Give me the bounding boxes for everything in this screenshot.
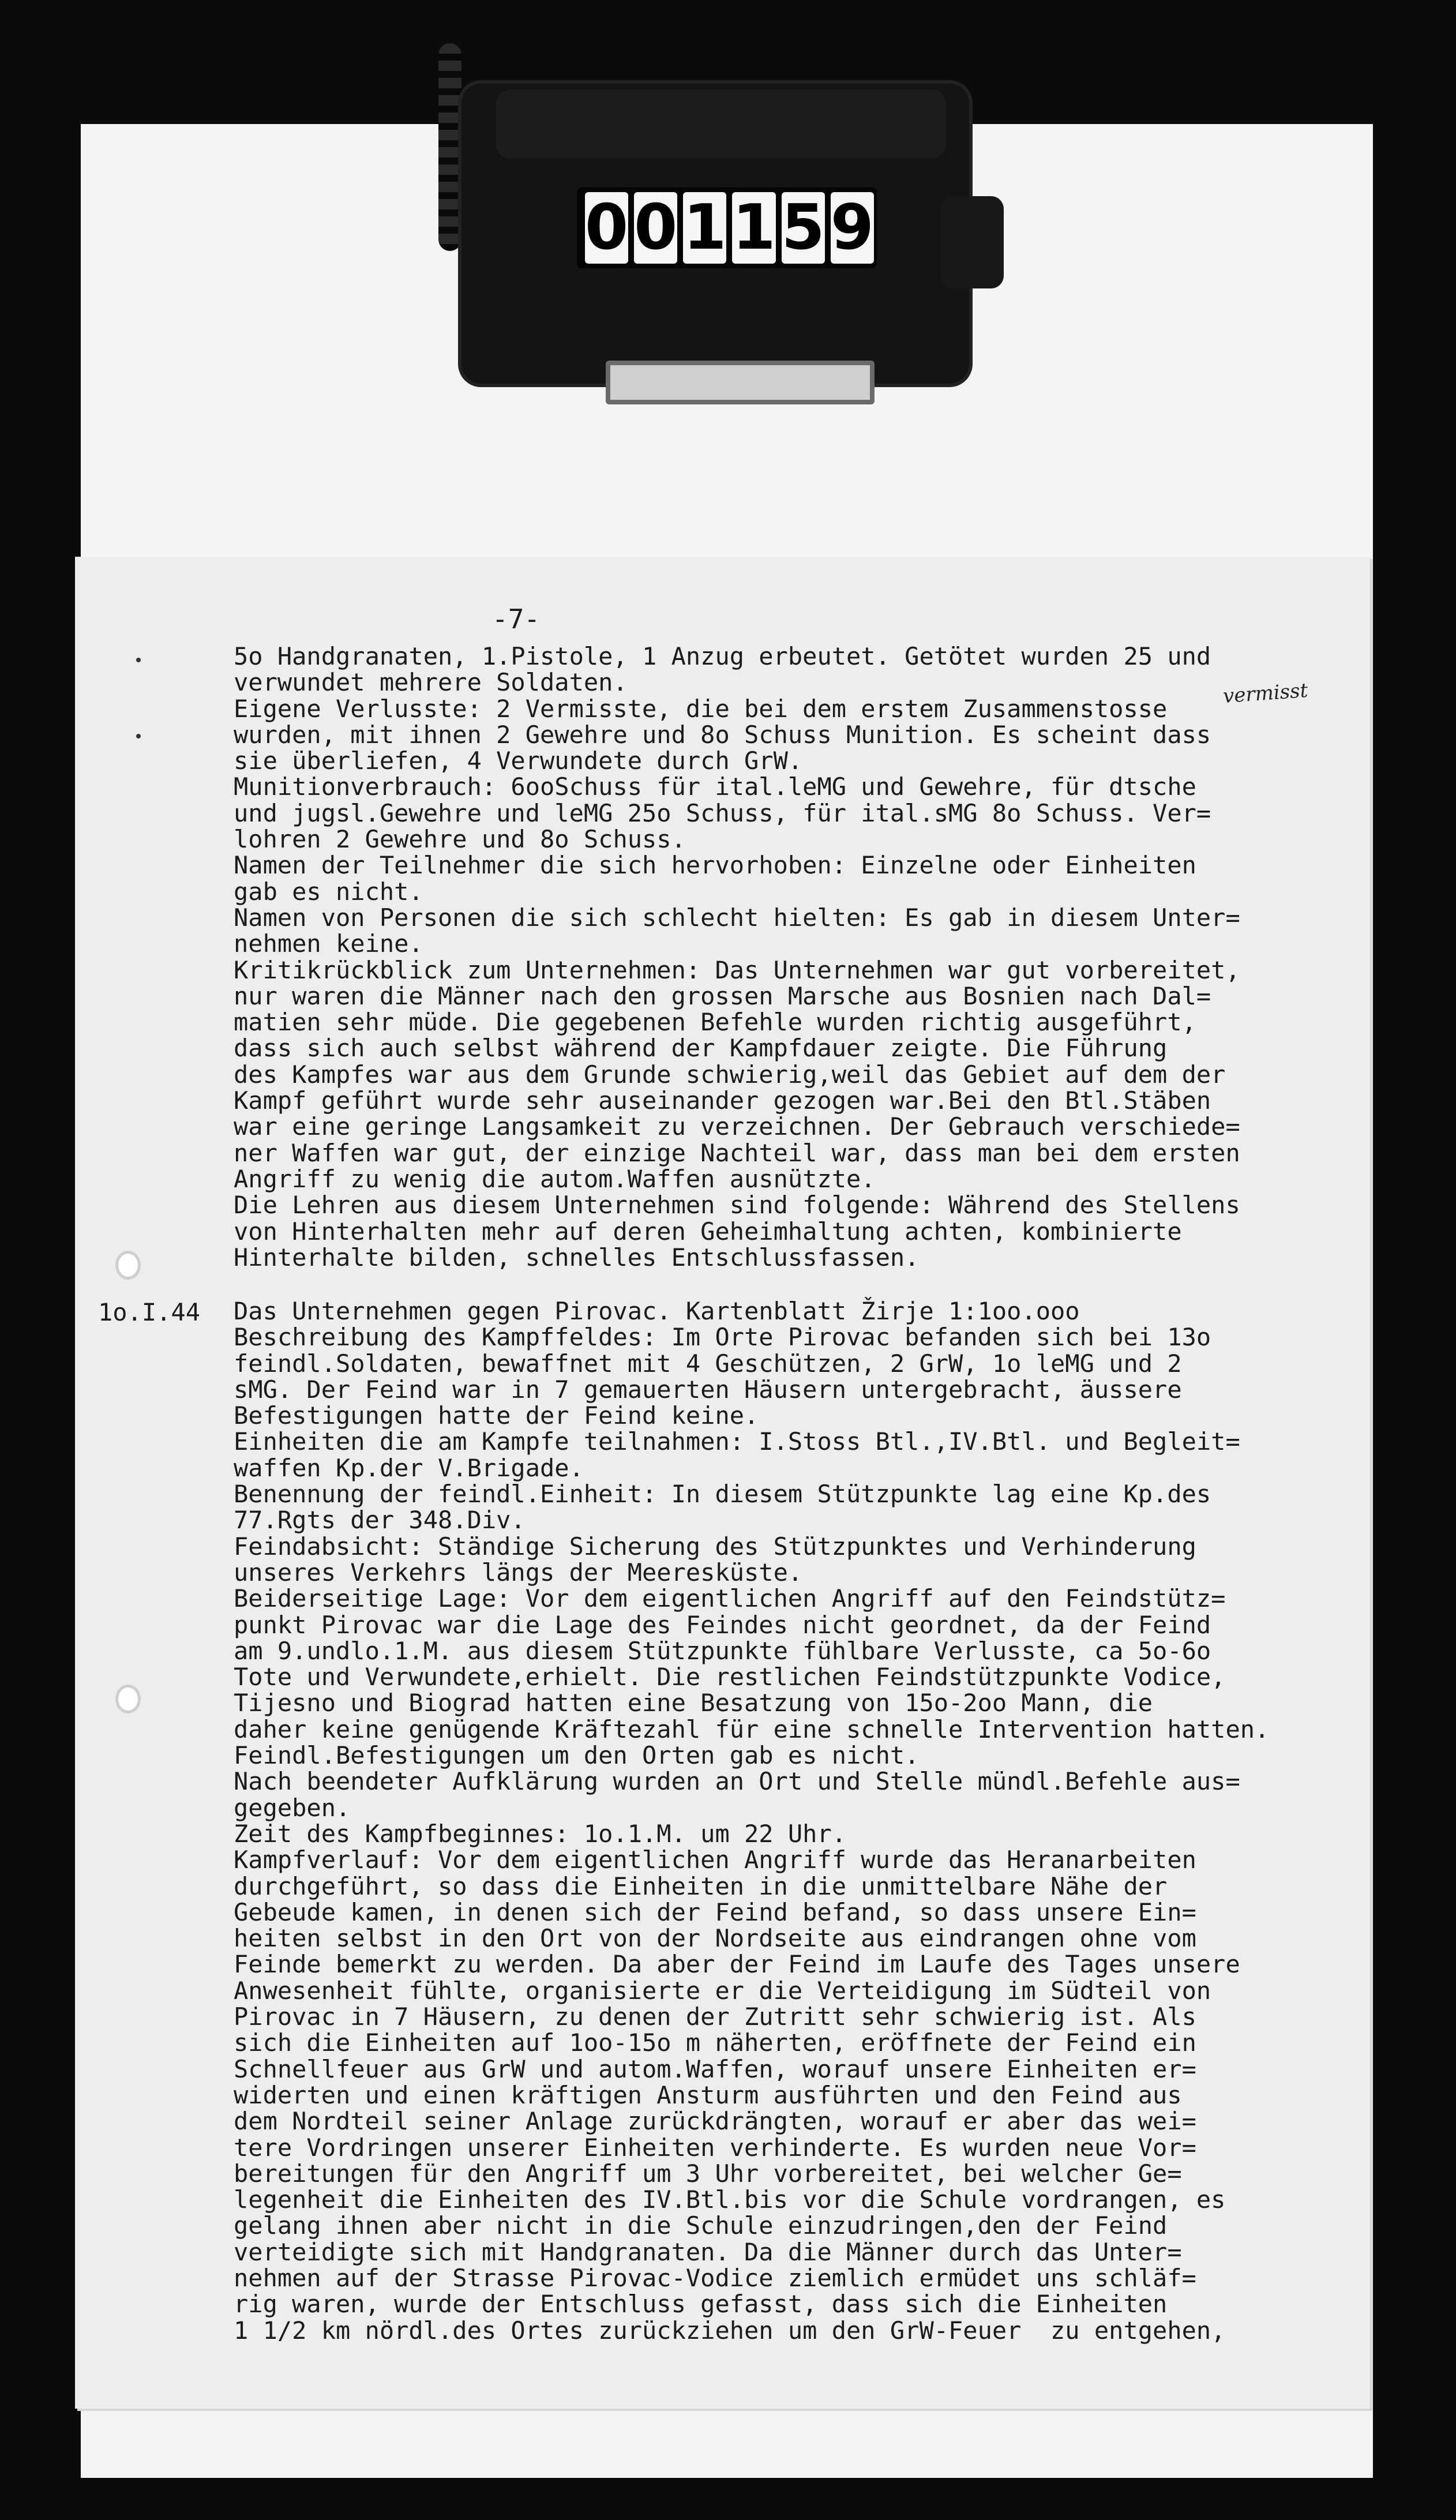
text-line: Zeit des Kampfbeginnes: 1o.1.M. um 22 Uhr. bbox=[234, 1819, 847, 1848]
text-line: von Hinterhalten mehr auf deren Geheimhaltung achten, kombinierte bbox=[234, 1217, 1182, 1246]
text-line: Namen von Personen die sich schlecht hielten: Es gab in diesem Unter= bbox=[234, 903, 1240, 932]
margin-dot bbox=[136, 734, 141, 738]
text-line: Feindabsicht: Ständige Sicherung des Stützpunktes und Verhinderung bbox=[234, 1532, 1196, 1561]
text-line: punkt Pirovac war die Lage des Feindes nicht geordnet, da der Feind bbox=[234, 1610, 1211, 1639]
text-line: und jugsl.Gewehre und leMG 25o Schuss, für ital.sMG 8o Schuss. Ver= bbox=[234, 798, 1211, 827]
text-line: feindl.Soldaten, bewaffnet mit 4 Geschützen, 2 GrW, 1o leMG und 2 bbox=[234, 1349, 1182, 1378]
text-line: Feindl.Befestigungen um den Orten gab es nicht. bbox=[234, 1741, 920, 1770]
text-line: tere Vordringen unserer Einheiten verhinderte. Es wurden neue Vor= bbox=[234, 2133, 1196, 2162]
text-line: Namen der Teilnehmer die sich hervorhoben: Einzelne oder Einheiten bbox=[234, 851, 1196, 880]
text-line: wurden, mit ihnen 2 Gewehre und 8o Schuss Munition. Es scheint dass bbox=[234, 720, 1211, 749]
text-line: Beschreibung des Kampffeldes: Im Orte Pirovac befanden sich bei 13o bbox=[234, 1323, 1211, 1352]
text-line: bereitungen für den Angriff um 3 Uhr vorbereitet, bei welcher Ge= bbox=[234, 2159, 1182, 2188]
text-line: 5o Handgranaten, 1.Pistole, 1 Anzug erbeutet. Getötet wurden 25 und bbox=[234, 642, 1211, 670]
text-line: waffen Kp.der V.Brigade. bbox=[234, 1453, 584, 1482]
text-line: gegeben. bbox=[234, 1793, 351, 1822]
text-line: Nach beendeter Aufklärung wurden an Ort und Stelle mündl.Befehle aus= bbox=[234, 1767, 1240, 1796]
text-line: Hinterhalte bilden, schnelles Entschlussfassen. bbox=[234, 1243, 920, 1272]
text-line: heiten selbst in den Ort von der Nordseite aus eindrangen ohne vom bbox=[234, 1924, 1196, 1953]
text-line: sich die Einheiten auf 1oo-15o m näherten, eröffnete der Feind ein bbox=[234, 2028, 1196, 2057]
counter-knob bbox=[940, 196, 1004, 288]
text-line: Eigene Verlusste: 2 Vermisste, die bei dem erstem Zusammenstosse bbox=[234, 694, 1168, 723]
text-line: Tijesno und Biograd hatten eine Besatzung von 15o-2oo Mann, die bbox=[234, 1689, 1153, 1717]
counter-top bbox=[496, 89, 946, 159]
counter-plate bbox=[606, 361, 875, 404]
text-line: unseres Verkehrs längs der Meeresküste. bbox=[234, 1558, 803, 1587]
text-line: Kritikrückblick zum Unternehmen: Das Unternehmen war gut vorbereitet, bbox=[234, 955, 1240, 984]
text-line: Munitionverbrauch: 6ooSchuss für ital.leMG und Gewehre, für dtsche bbox=[234, 772, 1196, 801]
counter-digit: 0 bbox=[634, 192, 678, 264]
text-line: matien sehr müde. Die gegebenen Befehle wurden richtig ausgeführt, bbox=[234, 1008, 1196, 1037]
text-line: gelang ihnen aber nicht in die Schule einzudringen,den der Feind bbox=[234, 2211, 1168, 2240]
text-line: nehmen auf der Strasse Pirovac-Vodice ziemlich ermüdet uns schläf= bbox=[234, 2263, 1196, 2292]
text-line: Einheiten die am Kampfe teilnahmen: I.Stoss Btl.,IV.Btl. und Begleit= bbox=[234, 1427, 1240, 1456]
counter-body bbox=[461, 84, 969, 384]
counter-digit: 1 bbox=[732, 192, 776, 264]
text-line: war eine geringe Langsamkeit zu verzeichnen. Der Gebrauch verschiede= bbox=[234, 1112, 1240, 1141]
text-line: rig waren, wurde der Entschluss gefasst, dass sich die Einheiten bbox=[234, 2290, 1168, 2319]
text-line: am 9.undlo.1.M. aus diesem Stützpunkte fühlbare Verlusste, ca 5o-6o bbox=[234, 1636, 1211, 1665]
text-line: legenheit die Einheiten des IV.Btl.bis vor die Schule vordrangen, es bbox=[234, 2185, 1226, 2214]
text-line: durchgeführt, so dass die Einheiten in die unmittelbare Nähe der bbox=[234, 1872, 1168, 1900]
text-line: dass sich auch selbst während der Kampfdauer zeigte. Die Führung bbox=[234, 1034, 1168, 1063]
page-counter-device bbox=[450, 49, 1004, 395]
text-line: Beiderseitige Lage: Vor dem eigentlichen Angriff auf den Feindstütz= bbox=[234, 1584, 1226, 1613]
text-line: 1 1/2 km nördl.des Ortes zurückziehen um den GrW-Feuer zu entgehen, bbox=[234, 2316, 1226, 2345]
text-line: daher keine genügende Kräftezahl für eine schnelle Intervention hatten. bbox=[234, 1715, 1270, 1743]
text-line: Angriff zu wenig die autom.Waffen ausnützte. bbox=[234, 1164, 876, 1193]
page-number: -7- bbox=[492, 603, 541, 635]
counter-digits bbox=[577, 187, 877, 268]
text-line: 77.Rgts der 348.Div. bbox=[234, 1506, 526, 1535]
counter-digit: 0 bbox=[585, 192, 629, 264]
text-line: sie überliefen, 4 Verwundete durch GrW. bbox=[234, 747, 803, 775]
handwritten-note: vermisst bbox=[1222, 678, 1309, 708]
text-line: sMG. Der Feind war in 7 gemauerten Häusern untergebracht, äussere bbox=[234, 1375, 1182, 1404]
report-section-2 bbox=[234, 1298, 1330, 2343]
report-section-1 bbox=[234, 643, 1330, 1270]
text-line: Benennung der feindl.Einheit: In diesem Stützpunkte lag eine Kp.des bbox=[234, 1480, 1211, 1509]
punch-hole-mark bbox=[115, 1251, 141, 1280]
text-line: Kampfverlauf: Vor dem eigentlichen Angriff wurde das Heranarbeiten bbox=[234, 1846, 1196, 1874]
entry-date: 1o.I.44 bbox=[98, 1298, 201, 1326]
text-line: lohren 2 Gewehre und 8o Schuss. bbox=[234, 825, 686, 854]
text-line: Schnellfeuer aus GrW und autom.Waffen, worauf unsere Einheiten er= bbox=[234, 2054, 1196, 2083]
text-line: widerten und einen kräftigen Ansturm ausführten und den Feind aus bbox=[234, 2080, 1182, 2109]
text-line: Anwesenheit fühlte, organisierte er die Verteidigung im Südteil von bbox=[234, 1976, 1211, 2005]
text-line: Die Lehren aus diesem Unternehmen sind folgende: Während des Stellens bbox=[234, 1191, 1240, 1220]
text-line: Kampf geführt wurde sehr auseinander gezogen war.Bei den Btl.Stäben bbox=[234, 1086, 1211, 1115]
text-line: Pirovac in 7 Häusern, zu denen der Zutritt sehr schwierig ist. Als bbox=[234, 2002, 1196, 2031]
text-line: Gebeude kamen, in denen sich der Feind befand, so dass unsere Ein= bbox=[234, 1897, 1196, 1926]
counter-digit: 5 bbox=[781, 192, 825, 264]
text-line: verteidigte sich mit Handgranaten. Da die Männer durch das Unter= bbox=[234, 2237, 1182, 2266]
counter-digit: 9 bbox=[830, 192, 874, 264]
counter-cable bbox=[438, 43, 461, 251]
text-line: ner Waffen war gut, der einzige Nachteil war, dass man bei dem ersten bbox=[234, 1138, 1240, 1167]
text-line: verwundet mehrere Soldaten. bbox=[234, 668, 628, 697]
margin-dot bbox=[136, 658, 141, 662]
text-line: Befestigungen hatte der Feind keine. bbox=[234, 1401, 759, 1430]
text-line: Tote und Verwundete,erhielt. Die restlichen Feindstützpunkte Vodice, bbox=[234, 1663, 1226, 1692]
text-line: Das Unternehmen gegen Pirovac. Kartenblatt Žirje 1:1oo.ooo bbox=[234, 1297, 1080, 1325]
text-line: des Kampfes war aus dem Grunde schwierig,weil das Gebiet auf dem der bbox=[234, 1060, 1226, 1089]
text-line: dem Nordteil seiner Anlage zurückdrängten, worauf er aber das wei= bbox=[234, 2107, 1196, 2136]
text-line: Feinde bemerkt zu werden. Da aber der Feind im Laufe des Tages unsere bbox=[234, 1950, 1240, 1979]
punch-hole-mark bbox=[115, 1685, 141, 1713]
text-line: nur waren die Männer nach den grossen Marsche aus Bosnien nach Dal= bbox=[234, 981, 1211, 1010]
text-line: nehmen keine. bbox=[234, 929, 423, 958]
counter-digit: 1 bbox=[683, 192, 727, 264]
text-line: gab es nicht. bbox=[234, 877, 423, 906]
